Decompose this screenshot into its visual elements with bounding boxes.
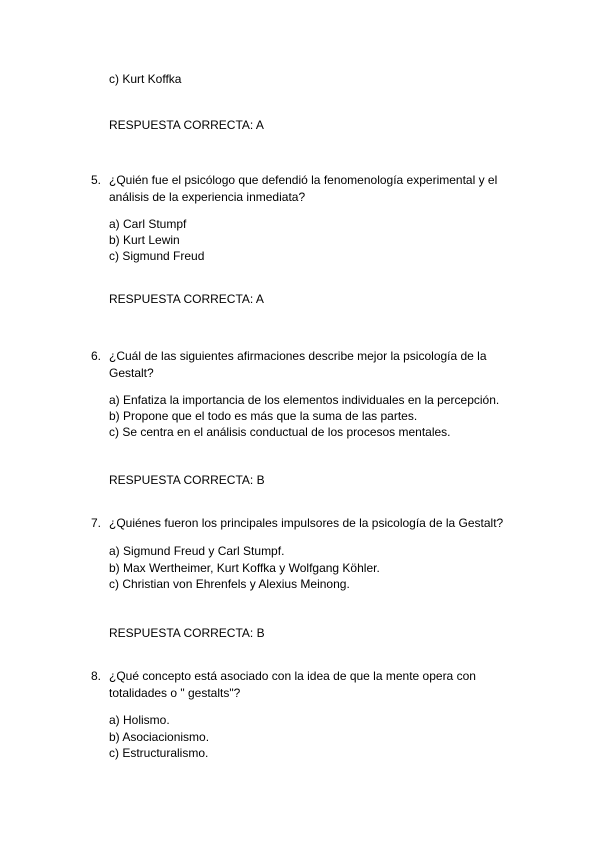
option-c: c) Estructuralismo. — [109, 746, 209, 760]
option-c: c) Christian von Ehrenfels y Alexius Meinong. — [109, 577, 350, 591]
option-b: b) Asociacionismo. — [109, 730, 210, 744]
option-a: a) Holismo. — [109, 713, 170, 727]
question-number: 7. — [91, 516, 102, 530]
correct-answer: RESPUESTA CORRECTA: A — [109, 292, 264, 306]
correct-answer: RESPUESTA CORRECTA: B — [109, 626, 265, 640]
option-a: a) Sigmund Freud y Carl Stumpf. — [109, 544, 285, 558]
option-b: b) Max Wertheimer, Kurt Koffka y Wolfgang Köhler. — [109, 561, 380, 575]
question-number: 8. — [91, 669, 102, 683]
correct-answer: RESPUESTA CORRECTA: B — [109, 473, 265, 487]
question-text: ¿Quién fue el psicólogo que defendió la fenomenología experimental y el análisis de la experiencia inmediata? — [109, 173, 498, 204]
question-number: 5. — [91, 173, 102, 187]
question-text: ¿Quiénes fueron los principales impulsores de la psicología de la Gestalt? — [109, 516, 504, 530]
option-b: b) Kurt Lewin — [109, 233, 180, 247]
option-c: c) Se centra en el análisis conductual de los procesos mentales. — [109, 425, 451, 439]
question-text: ¿Cuál de las siguientes afirmaciones describe mejor la psicología de la Gestalt? — [109, 349, 487, 380]
question-number: 6. — [91, 349, 102, 363]
option-c: c) Sigmund Freud — [109, 249, 205, 263]
correct-answer: RESPUESTA CORRECTA: A — [109, 118, 264, 132]
question-text: ¿Qué concepto está asociado con la idea de que la mente opera con totalidades o " gestalts"? — [109, 669, 476, 700]
option-a: a) Carl Stumpf — [109, 217, 187, 231]
option-c: c) Kurt Koffka — [109, 72, 182, 86]
option-a: a) Enfatiza la importancia de los elementos individuales en la percepción. — [109, 393, 500, 407]
option-b: b) Propone que el todo es más que la suma de las partes. — [109, 409, 418, 423]
